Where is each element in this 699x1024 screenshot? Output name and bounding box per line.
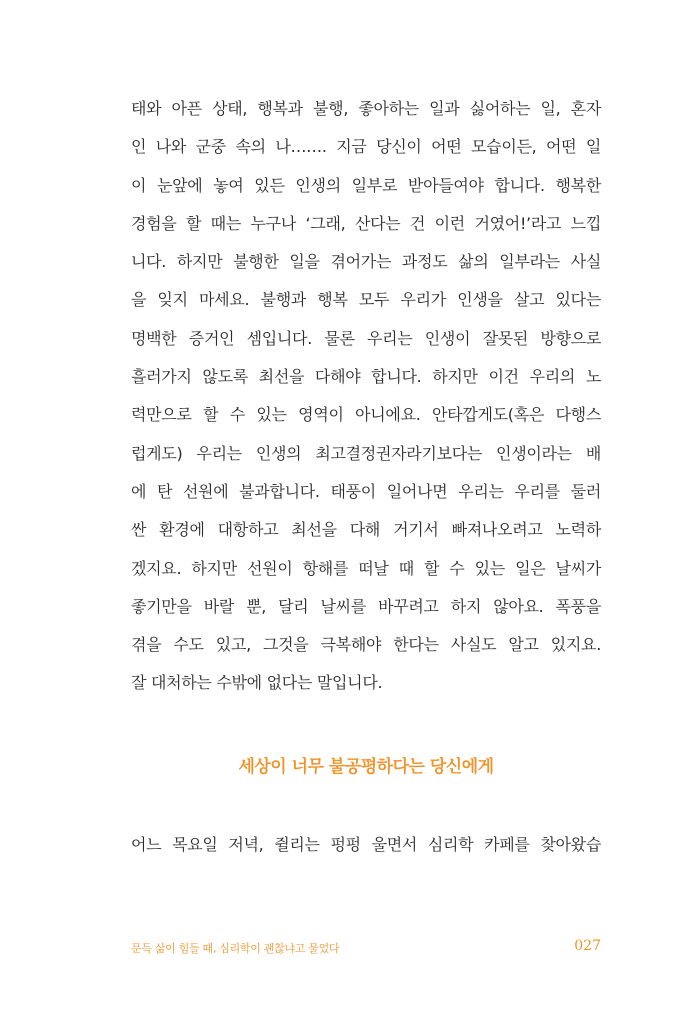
text-line: 을 잊지 마세요. 불행과 행복 모두 우리가 인생을 살고 있다는 [131, 290, 601, 310]
text-line: 인 나와 군중 속의 나……. 지금 당신이 어떤 모습이든, 어떤 일 [131, 137, 601, 157]
text-line: 좋기만을 바랄 뿐, 달리 날씨를 바꾸려고 하지 않아요. 폭풍을 [131, 596, 601, 616]
page-number: 027 [574, 938, 601, 954]
text-line: 력만으로 할 수 있는 영역이 아니에요. 안타깝게도(혹은 다행스 [131, 405, 601, 425]
text-line: 경험을 할 때는 누구나 ‘그래, 산다는 건 이런 거였어!’라고 느낍 [131, 213, 601, 233]
section-paragraph [131, 826, 601, 864]
text-line: 어느 목요일 저녁, 쥘리는 펑펑 울면서 심리학 카페를 찾아왔습 [131, 835, 601, 854]
text-line: 명백한 증거인 셈입니다. 물론 우리는 인생이 잘못된 방향으로 [131, 328, 601, 348]
text-line: 이 눈앞에 놓여 있든 인생의 일부로 받아들여야 합니다. 행복한 [131, 175, 601, 195]
text-line: 태와 아픈 상태, 행복과 불행, 좋아하는 일과 싫어하는 일, 혼자 [131, 99, 601, 118]
page-footer [131, 940, 601, 960]
text-line: 잘 대처하는 수밖에 없다는 말입니다. [131, 673, 383, 693]
text-line: 럽게도) 우리는 인생의 최고결정권자라기보다는 인생이라는 배 [131, 443, 601, 463]
text-line: 흘러가지 않도록 최선을 다해야 합니다. 하지만 이건 우리의 노 [131, 367, 601, 387]
text-line: 겪을 수도 있고, 그것을 극복해야 한다는 사실도 알고 있지요. [131, 635, 601, 655]
section-heading: 세상이 너무 불공평하다는 당신에게 [238, 757, 494, 777]
text-line: 싼 환경에 대항하고 최선을 다해 거기서 빠져나오려고 노력하 [131, 520, 601, 540]
text-line: 겠지요. 하지만 선원이 항해를 떠날 때 할 수 있는 일은 날씨가 [131, 558, 601, 578]
text-line: 에 탄 선원에 불과합니다. 태풍이 일어나면 우리는 우리를 둘러 [131, 481, 601, 501]
text-line: 니다. 하지만 불행한 일을 겪어가는 과정도 삶의 일부라는 사실 [131, 252, 601, 272]
running-footer-title: 문득 삶이 힘들 때, 심리학이 괜찮냐고 물었다 [131, 942, 340, 955]
body-paragraph [131, 90, 601, 703]
